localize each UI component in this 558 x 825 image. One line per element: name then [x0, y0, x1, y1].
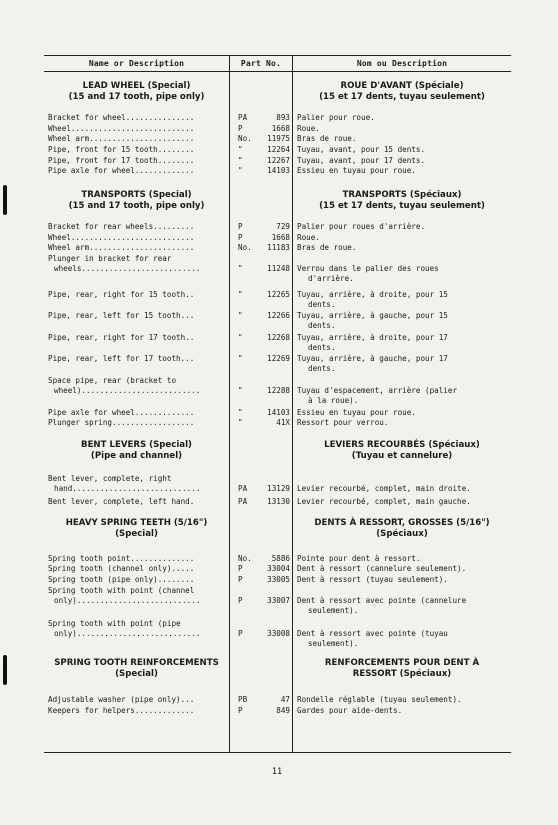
part-prefix: P	[238, 222, 243, 231]
item-description-en: Bent lever, complete, left hand.	[48, 497, 195, 506]
header-name-description: Name or Description	[88, 59, 185, 68]
item-description-en: Plunger spring..................	[48, 418, 195, 427]
part-number: 12269	[267, 354, 290, 363]
item-description-fr: seulement).	[308, 639, 359, 648]
item-description-en: Pipe, rear, left for 15 tooth...	[48, 311, 195, 320]
part-prefix: PA	[238, 113, 248, 122]
item-description-en: Spring tooth with point (channel	[48, 586, 195, 595]
item-description-fr: Gardes pour aide-dents.	[297, 706, 403, 715]
part-number: 13129	[267, 484, 290, 493]
bottom-rule	[44, 752, 511, 753]
part-number: 12288	[267, 386, 290, 395]
section-heading-fr: (15 et 17 dents, tuyau seulement)	[319, 201, 485, 211]
part-prefix: P	[238, 629, 243, 638]
part-prefix: "	[238, 290, 243, 299]
part-prefix: "	[238, 418, 243, 427]
section-heading-fr: (15 et 17 dents, tuyau seulement)	[319, 92, 485, 102]
item-description-en: Pipe axle for wheel.............	[48, 408, 195, 417]
part-number: 14103	[267, 408, 290, 417]
part-number: 1668	[271, 124, 290, 133]
part-number: 11183	[267, 243, 290, 252]
item-description-fr: Tuyau d'espacement, arrière (palier	[297, 386, 458, 395]
item-description-en: Bracket for rear wheels.........	[48, 222, 195, 231]
item-description-fr: Pointe pour dent à ressort.	[297, 554, 421, 563]
item-description-fr: Tuyau, arrière, à gauche, pour 17	[297, 354, 448, 363]
section-heading-fr: (Tuyau et cannelure)	[351, 451, 453, 461]
section-heading-fr: RENFORCEMENTS POUR DENT À	[324, 658, 480, 668]
item-description-fr: Tuyau, arrière, à gauche, pour 15	[297, 311, 448, 320]
item-description-fr: Roue.	[297, 124, 320, 133]
part-prefix: No.	[238, 134, 252, 143]
page-number: 11	[271, 767, 283, 777]
part-number: 12267	[267, 156, 290, 165]
part-number: 41X	[276, 418, 290, 427]
part-prefix: "	[238, 264, 243, 273]
part-number: 14103	[267, 166, 290, 175]
item-description-en: Keepers for helpers.............	[48, 706, 195, 715]
part-number: 11248	[267, 264, 290, 273]
top-rule	[44, 55, 511, 56]
part-number: 12264	[267, 145, 290, 154]
item-description-en: Spring tooth with point (pipe	[48, 619, 181, 628]
part-prefix: PA	[238, 484, 248, 493]
section-heading-en: BENT LEVERS (Special)	[81, 440, 192, 450]
part-number: 849	[276, 706, 290, 715]
item-description-fr: dents.	[308, 321, 336, 330]
item-description-en: wheels..........................	[54, 264, 201, 273]
item-description-fr: Bras de roue.	[297, 134, 357, 143]
part-number: 33004	[267, 564, 290, 573]
item-description-fr: Dent à ressort (tuyau seulement).	[297, 575, 448, 584]
item-description-fr: dents.	[308, 300, 336, 309]
section-heading-fr: TRANSPORTS (Spéciaux)	[342, 190, 462, 200]
section-heading-fr: DENTS À RESSORT, GROSSES (5/16")	[314, 518, 490, 528]
header-part-number: Part No.	[240, 59, 282, 68]
header-nom-description: Nom ou Description	[356, 59, 448, 68]
part-prefix: P	[238, 233, 243, 242]
item-description-fr: Rondelle réglable (tuyau seulement).	[297, 695, 462, 704]
item-description-fr: dents.	[308, 343, 336, 352]
part-prefix: "	[238, 166, 243, 175]
part-number: 729	[276, 222, 290, 231]
part-prefix: "	[238, 311, 243, 320]
part-prefix: P	[238, 124, 243, 133]
part-number: 12265	[267, 290, 290, 299]
section-heading-fr: ROUE D'AVANT (Spéciale)	[340, 81, 464, 91]
part-prefix: P	[238, 706, 243, 715]
item-description-en: Pipe, rear, right for 15 tooth..	[48, 290, 195, 299]
item-description-fr: Dent à ressort avec pointe (cannelure	[297, 596, 467, 605]
section-heading-en: HEAVY SPRING TEETH (5/16")	[65, 518, 208, 528]
part-number: 47	[280, 695, 290, 704]
part-number: 5886	[271, 554, 290, 563]
item-description-en: wheel)..........................	[54, 386, 201, 395]
part-prefix: P	[238, 596, 243, 605]
part-prefix: No.	[238, 554, 252, 563]
part-prefix: PA	[238, 497, 248, 506]
item-description-en: Spring tooth (channel only).....	[48, 564, 195, 573]
item-description-en: Wheel arm.......................	[48, 134, 195, 143]
part-prefix: No.	[238, 243, 252, 252]
item-description-en: Adjustable washer (pipe only)...	[48, 695, 195, 704]
item-description-fr: Bras de roue.	[297, 243, 357, 252]
item-description-en: hand............................	[54, 484, 201, 493]
item-description-fr: Roue.	[297, 233, 320, 242]
binding-mark-bottom	[3, 655, 7, 685]
item-description-fr: Levier recourbé, complet, main droite.	[297, 484, 471, 493]
part-prefix: "	[238, 386, 243, 395]
item-description-en: Space pipe, rear (bracket to	[48, 376, 177, 385]
part-prefix: "	[238, 145, 243, 154]
section-heading-en: (15 and 17 tooth, pipe only)	[68, 92, 205, 102]
section-heading-en: (Special)	[115, 529, 158, 539]
part-prefix: "	[238, 333, 243, 342]
section-heading-en: SPRING TOOTH REINFORCEMENTS	[54, 658, 219, 668]
part-prefix: P	[238, 564, 243, 573]
item-description-en: Pipe, rear, right for 17 tooth..	[48, 333, 195, 342]
part-prefix: P	[238, 575, 243, 584]
section-heading-fr: LEVIERS RECOURBÉS (Spéciaux)	[324, 440, 480, 450]
item-description-fr: Ressort pour verrou.	[297, 418, 389, 427]
item-description-fr: Tuyau, arrière, à droite, pour 17	[297, 333, 448, 342]
item-description-fr: Tuyau, arrière, à droite, pour 15	[297, 290, 448, 299]
part-number: 893	[276, 113, 290, 122]
header-rule	[44, 71, 511, 72]
item-description-en: Pipe, front for 15 tooth........	[48, 145, 195, 154]
part-number: 33007	[267, 596, 290, 605]
item-description-fr: Dent à ressort avec pointe (tuyau	[297, 629, 448, 638]
item-description-en: Wheel arm.......................	[48, 243, 195, 252]
item-description-en: Wheel...........................	[48, 124, 195, 133]
item-description-fr: à la roue).	[308, 396, 359, 405]
part-number: 33005	[267, 575, 290, 584]
item-description-fr: Tuyau, avant, pour 17 dents.	[297, 156, 426, 165]
item-description-fr: dents.	[308, 364, 336, 373]
item-description-fr: Verrou dans le palier des roues	[297, 264, 439, 273]
item-description-fr: seulement).	[308, 606, 359, 615]
item-description-fr: Tuyau, avant, pour 15 dents.	[297, 145, 426, 154]
item-description-en: Pipe, front for 17 tooth........	[48, 156, 195, 165]
item-description-fr: Palier pour roue.	[297, 113, 375, 122]
item-description-en: Bracket for wheel...............	[48, 113, 195, 122]
item-description-en: Wheel...........................	[48, 233, 195, 242]
item-description-en: only)...........................	[54, 629, 201, 638]
part-number: 1668	[271, 233, 290, 242]
item-description-en: Bent lever, complete, right	[48, 474, 172, 483]
section-heading-en: (Special)	[115, 669, 158, 679]
section-heading-fr: RESSORT (Spéciaux)	[352, 669, 452, 679]
item-description-fr: Palier pour roues d'arrière.	[297, 222, 426, 231]
column-divider-right	[292, 55, 293, 752]
item-description-fr: Essieu en tuyau pour roue.	[297, 166, 416, 175]
item-description-fr: Essieu en tuyau pour roue.	[297, 408, 416, 417]
part-number: 13130	[267, 497, 290, 506]
section-heading-en: (Pipe and channel)	[90, 451, 183, 461]
item-description-en: Spring tooth point..............	[48, 554, 195, 563]
part-number: 11975	[267, 134, 290, 143]
item-description-en: only)...........................	[54, 596, 201, 605]
item-description-en: Plunger in bracket for rear	[48, 254, 172, 263]
part-prefix: "	[238, 408, 243, 417]
section-heading-en: LEAD WHEEL (Special)	[82, 81, 191, 91]
part-prefix: "	[238, 354, 243, 363]
item-description-en: Spring tooth (pipe only)........	[48, 575, 195, 584]
part-number: 12266	[267, 311, 290, 320]
section-heading-fr: (Spéciaux)	[376, 529, 428, 539]
item-description-fr: Dent à ressort (cannelure seulement).	[297, 564, 467, 573]
column-divider-left	[229, 55, 230, 752]
part-prefix: "	[238, 156, 243, 165]
item-description-fr: Levier recourbé, complet, main gauche.	[297, 497, 471, 506]
binding-mark-top	[3, 185, 7, 215]
part-number: 33008	[267, 629, 290, 638]
part-prefix: PB	[238, 695, 248, 704]
item-description-en: Pipe axle for wheel.............	[48, 166, 195, 175]
part-number: 12268	[267, 333, 290, 342]
section-heading-en: (15 and 17 tooth, pipe only)	[68, 201, 205, 211]
section-heading-en: TRANSPORTS (Special)	[81, 190, 192, 200]
item-description-en: Pipe, rear, left for 17 tooth...	[48, 354, 195, 363]
item-description-fr: d'arrière.	[308, 274, 354, 283]
